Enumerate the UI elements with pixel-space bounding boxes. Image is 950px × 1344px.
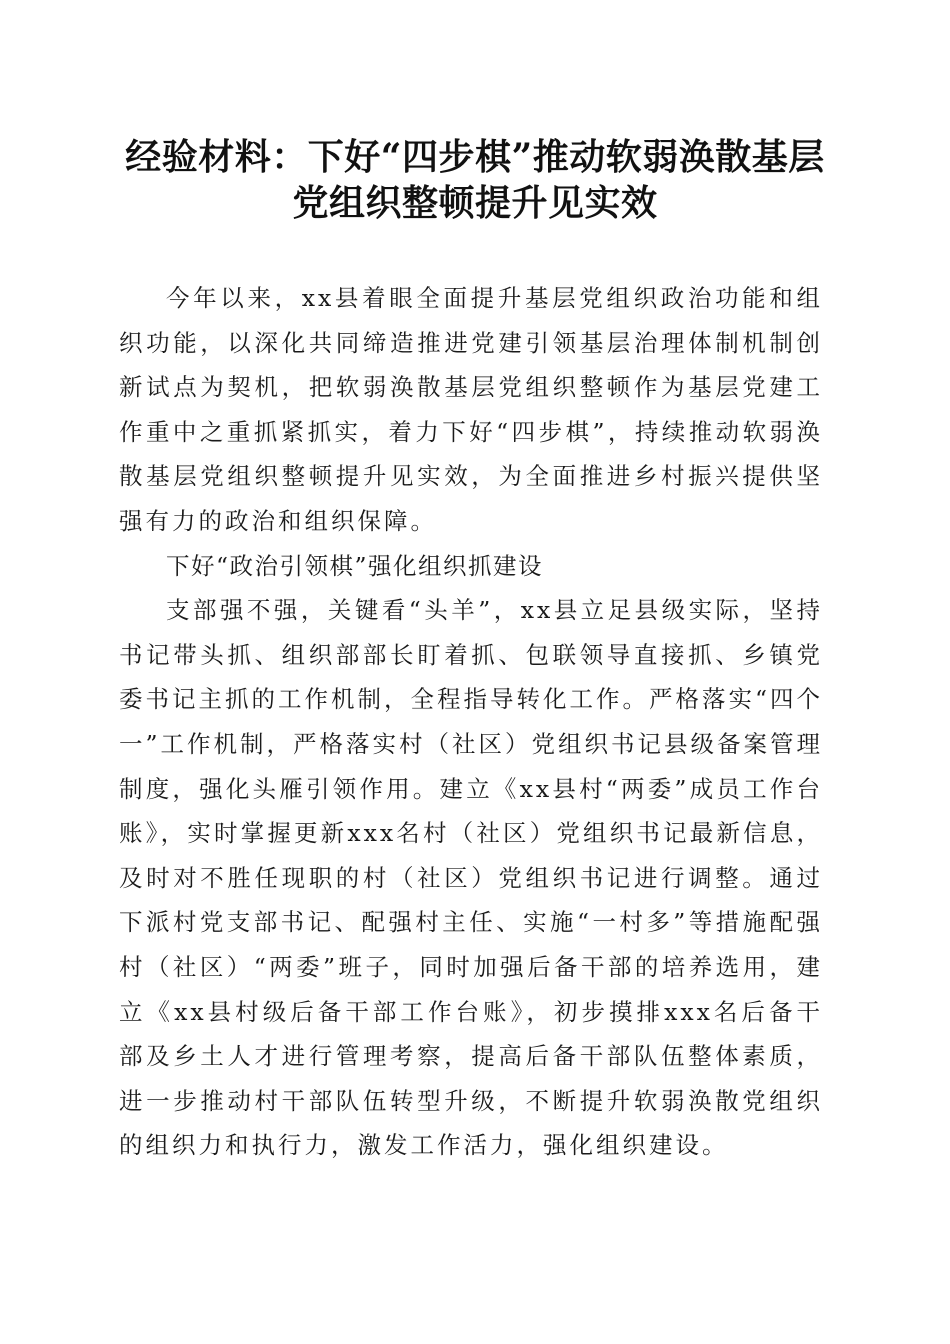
section-heading: 下好“政治引领棋”强化组织抓建设 (166, 551, 544, 580)
document-body (119, 276, 823, 1168)
title-line-1: 经验材料：下好“四步棋”推动软弱涣散基层 (125, 136, 825, 178)
section-paragraph: 支部强不强，关键看“头羊”，xx县立足县级实际，坚持书记带头抓、组织部部长盯着抓、包联领导直接抓、乡镇党委书记主抓的工作机制，全程指导转化工作。严格落实“四个一”工作机制，严格落实村（社区）党组织书记县级备案管理制度，强化头雁引领作用。建立《xx县村“两委”成员工作台账》，实时掌握更新xxx名村（社区）党组织书记最新信息，及时对不胜任现职的村（社区）党组织书记进行调整。通过下派村党支部书记、配强村主任、实施“一村多”等措施配强村（社区）“两委”班子，同时加强后备干部的培养选用，建立《xx县村级后备干部工作台账》，初步摸排xxx名后备干部及乡土人才进行管理考察，提高后备干部队伍整体素质，进一步推动村干部队伍转型升级，不断提升软弱涣散党组织的组织力和执行力，激发工作活力，强化组织建设。 (119, 596, 824, 1160)
document-title (100, 134, 850, 226)
intro-paragraph: 今年以来，xx县着眼全面提升基层党组织政治功能和组织功能，以深化共同缔造推进党建引领基层治理体制机制创新试点为契机，把软弱涣散基层党组织整顿作为基层党建工作重中之重抓紧抓实，着力下好“四步棋”，持续推动软弱涣散基层党组织整顿提升见实效，为全面推进乡村振兴提供坚强有力的政治和组织保障。 (119, 284, 823, 535)
title-line-2: 党组织整顿提升见实效 (292, 182, 658, 224)
